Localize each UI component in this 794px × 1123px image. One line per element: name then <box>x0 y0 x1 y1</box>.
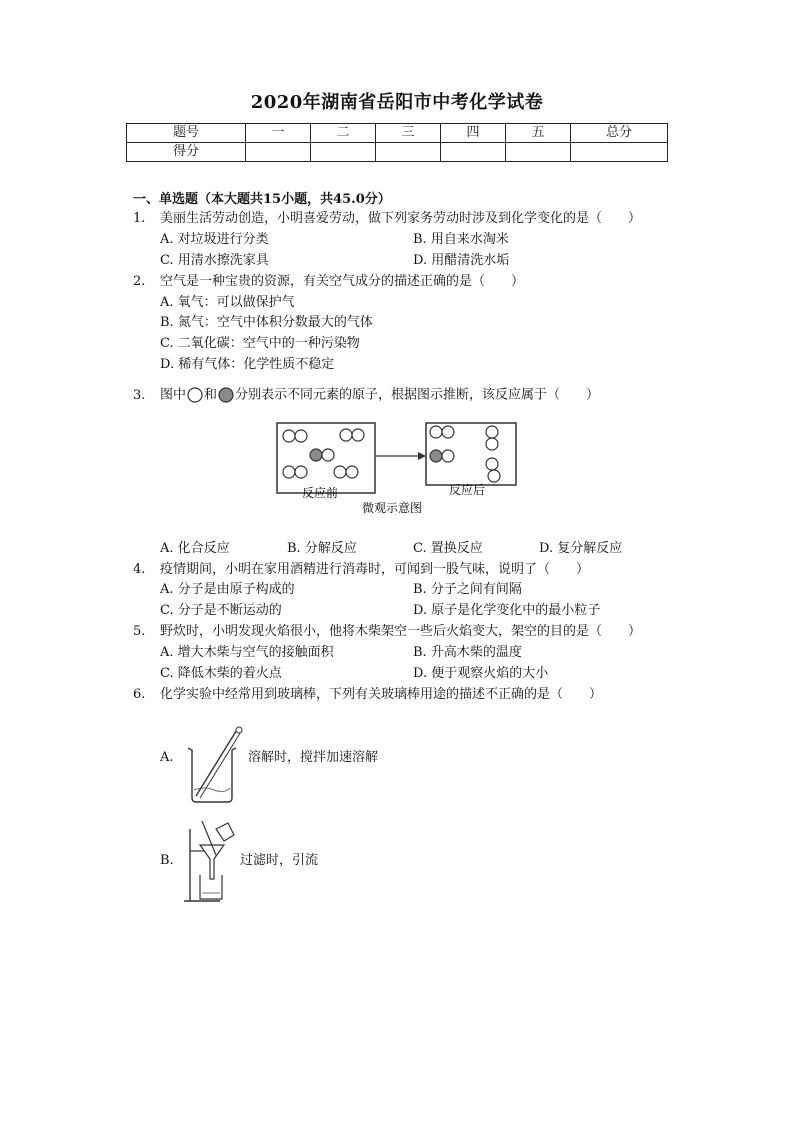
question-number: 6. <box>133 687 146 702</box>
score-table <box>126 123 668 162</box>
score-cell: 二 <box>311 124 376 143</box>
score-input-cell[interactable] <box>246 143 311 162</box>
option-d[interactable]: D. 用醋清洗水垢 <box>413 253 510 268</box>
option-c[interactable]: C. 用清水擦洗家具 <box>160 253 269 268</box>
reaction-micro-diagram <box>268 418 528 518</box>
score-cell: 题号 <box>127 124 246 143</box>
option-a-text[interactable]: 溶解时，搅拌加速溶解 <box>248 750 379 765</box>
score-input-cell[interactable] <box>311 143 376 162</box>
exam-title: 2020年湖南省岳阳市中考化学试卷 <box>250 92 544 113</box>
option-b-label[interactable]: B. <box>160 853 174 868</box>
question-stem: 野炊时，小明发现火焰很小，他将木柴架空一些后火焰变大，架空的目的是（ ） <box>160 624 642 639</box>
option-a[interactable]: A. 化合反应 <box>160 541 230 556</box>
option-d[interactable]: D. 便于观察火焰的大小 <box>413 666 549 681</box>
option-b[interactable]: B. 升高木柴的温度 <box>413 645 522 660</box>
score-input-cell[interactable] <box>506 143 571 162</box>
question-number: 2. <box>133 274 146 289</box>
question-stem: 疫情期间，小明在家用酒精进行消毒时，可闻到一股气味，说明了（ ） <box>160 562 590 577</box>
option-a[interactable]: A. 增大木柴与空气的接触面积 <box>160 645 334 660</box>
question-number: 3. <box>133 388 146 403</box>
stem-text: 图中 <box>160 387 187 403</box>
score-cell: 得分 <box>127 143 246 162</box>
option-c[interactable]: C. 置换反应 <box>413 541 483 556</box>
stem-text: 和 <box>204 387 218 403</box>
beaker-stirring-icon <box>182 718 244 806</box>
option-a[interactable]: A. 对垃圾进行分类 <box>160 232 269 247</box>
option-a[interactable]: A. 氧气：可以做保护气 <box>160 295 295 310</box>
question-number: 5. <box>133 624 146 639</box>
option-b[interactable]: B. 用自来水淘米 <box>413 232 509 247</box>
option-a-label[interactable]: A. <box>160 750 174 765</box>
score-input-cell[interactable] <box>376 143 441 162</box>
option-b[interactable]: B. 氮气：空气中体积分数最大的气体 <box>160 315 373 330</box>
question-number: 1. <box>133 211 146 226</box>
score-table-header-row <box>127 124 668 143</box>
section-heading: 一、单选题（本大题共15小题，共45.0分） <box>133 192 391 207</box>
option-b[interactable]: B. 分子之间有间隔 <box>413 582 522 597</box>
score-cell: 四 <box>441 124 506 143</box>
option-c[interactable]: C. 分子是不断运动的 <box>160 603 282 618</box>
option-a[interactable]: A. 分子是由原子构成的 <box>160 582 295 597</box>
question-stem <box>160 386 599 404</box>
score-cell: 一 <box>246 124 311 143</box>
score-input-cell[interactable] <box>441 143 506 162</box>
after-label: 反应后 <box>449 483 486 497</box>
score-cell: 三 <box>376 124 441 143</box>
diagram-caption: 微观示意图 <box>362 501 423 515</box>
question-stem: 美丽生活劳动创造，小明喜爱劳动，做下列家务劳动时涉及到化学变化的是（ ） <box>160 211 642 226</box>
option-d[interactable]: D. 复分解反应 <box>539 541 623 556</box>
question-number: 4. <box>133 562 146 577</box>
before-label: 反应前 <box>302 486 339 500</box>
white-atom-icon <box>186 386 204 404</box>
option-c[interactable]: C. 二氧化碳：空气中的一种污染物 <box>160 336 360 351</box>
gray-atom-icon <box>217 386 235 404</box>
option-d[interactable]: D. 原子是化学变化中的最小粒子 <box>413 603 601 618</box>
filtration-icon <box>180 815 236 905</box>
question-stem: 化学实验中经常用到玻璃棒，下列有关玻璃棒用途的描述不正确的是（ ） <box>160 687 603 702</box>
option-c[interactable]: C. 降低木柴的着火点 <box>160 666 282 681</box>
question-stem: 空气是一种宝贵的资源，有关空气成分的描述正确的是（ ） <box>160 274 525 289</box>
option-b-text[interactable]: 过滤时，引流 <box>240 853 319 868</box>
score-cell: 总分 <box>571 124 668 143</box>
score-input-cell[interactable] <box>571 143 668 162</box>
after-gray-atom <box>430 450 442 462</box>
arrow-head <box>418 452 426 460</box>
before-compound <box>310 449 334 461</box>
score-cell: 五 <box>506 124 571 143</box>
option-b[interactable]: B. 分解反应 <box>287 541 357 556</box>
option-d[interactable]: D. 稀有气体：化学性质不稳定 <box>160 357 335 372</box>
score-table-score-row <box>127 143 668 162</box>
stem-text: 分别表示不同元素的原子，根据图示推断，该反应属于（ ） <box>235 387 600 403</box>
